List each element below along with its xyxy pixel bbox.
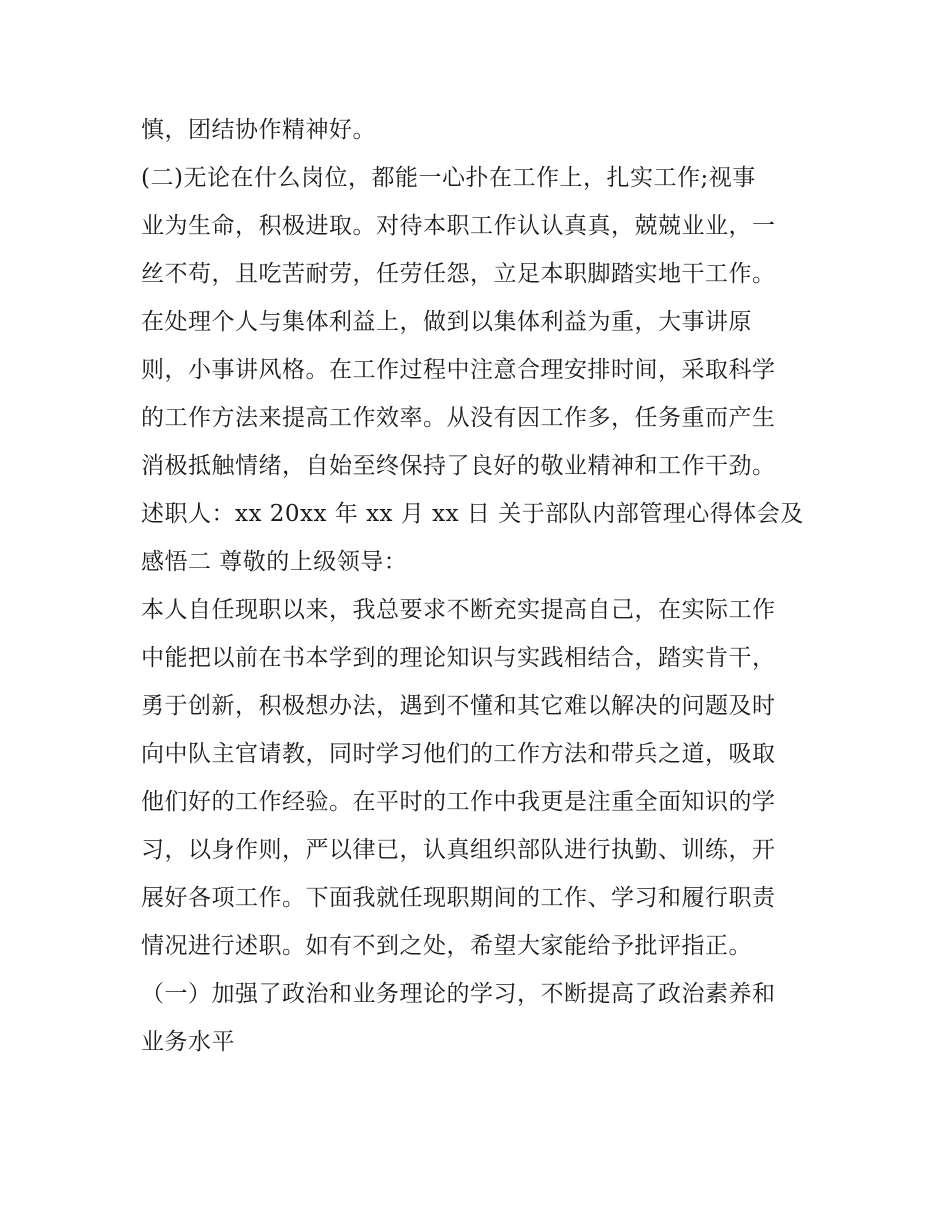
text-line-18: 情况进行述职。如有不到之处，希望大家能给予批评指正。 xyxy=(141,933,752,959)
document-body xyxy=(141,106,821,1066)
text-line-8: 消极抵触情绪，自始至终保持了良好的敬业精神和工作干劲。 xyxy=(141,453,776,479)
text-line-15: 他们好的工作经验。在平时的工作中我更是注重全面知识的学 xyxy=(141,789,776,815)
text-line-4: 丝不苟，且吃苦耐劳，任劳任怨，立足本职脚踏实地干工作。 xyxy=(141,261,776,287)
text-line-6: 则，小事讲风格。在工作过程中注意合理安排时间，采取科学 xyxy=(141,357,776,383)
text-line-19: （一）加强了政治和业务理论的学习，不断提高了政治素养和 xyxy=(141,981,776,1007)
text-line-14: 向中队主官请教，同时学习他们的工作方法和带兵之道，吸取 xyxy=(141,741,776,767)
text-line-10: 感悟二 尊敬的上级领导： xyxy=(141,549,408,575)
text-line-11: 本人自任现职以来，我总要求不断充实提高自己，在实际工作 xyxy=(141,597,776,623)
text-line-1: 慎，团结协作精神好。 xyxy=(141,117,376,143)
text-line-2: (二)无论在什么岗位，都能一心扑在工作上，扎实工作;视事 xyxy=(141,165,756,191)
text-line-3: 业为生命，积极进取。对待本职工作认认真真，兢兢业业，一 xyxy=(141,213,776,239)
text-line-9: 述职人：xx 20xx 年 xx 月 xx 日 关于部队内部管理心得体会及 xyxy=(141,501,804,527)
text-line-17: 展好各项工作。下面我就任现职期间的工作、学习和履行职责 xyxy=(141,885,776,911)
text-line-12: 中能把以前在书本学到的理论知识与实践相结合，踏实肯干， xyxy=(141,645,776,671)
text-line-20: 业务水平 xyxy=(141,1029,235,1055)
text-line-13: 勇于创新，积极想办法，遇到不懂和其它难以解决的问题及时 xyxy=(141,693,776,719)
text-line-7: 的工作方法来提高工作效率。从没有因工作多，任务重而产生 xyxy=(141,405,776,431)
text-line-5: 在处理个人与集体利益上，做到以集体利益为重，大事讲原 xyxy=(141,309,752,335)
text-line-16: 习，以身作则，严以律已，认真组织部队进行执勤、训练，开 xyxy=(141,837,776,863)
